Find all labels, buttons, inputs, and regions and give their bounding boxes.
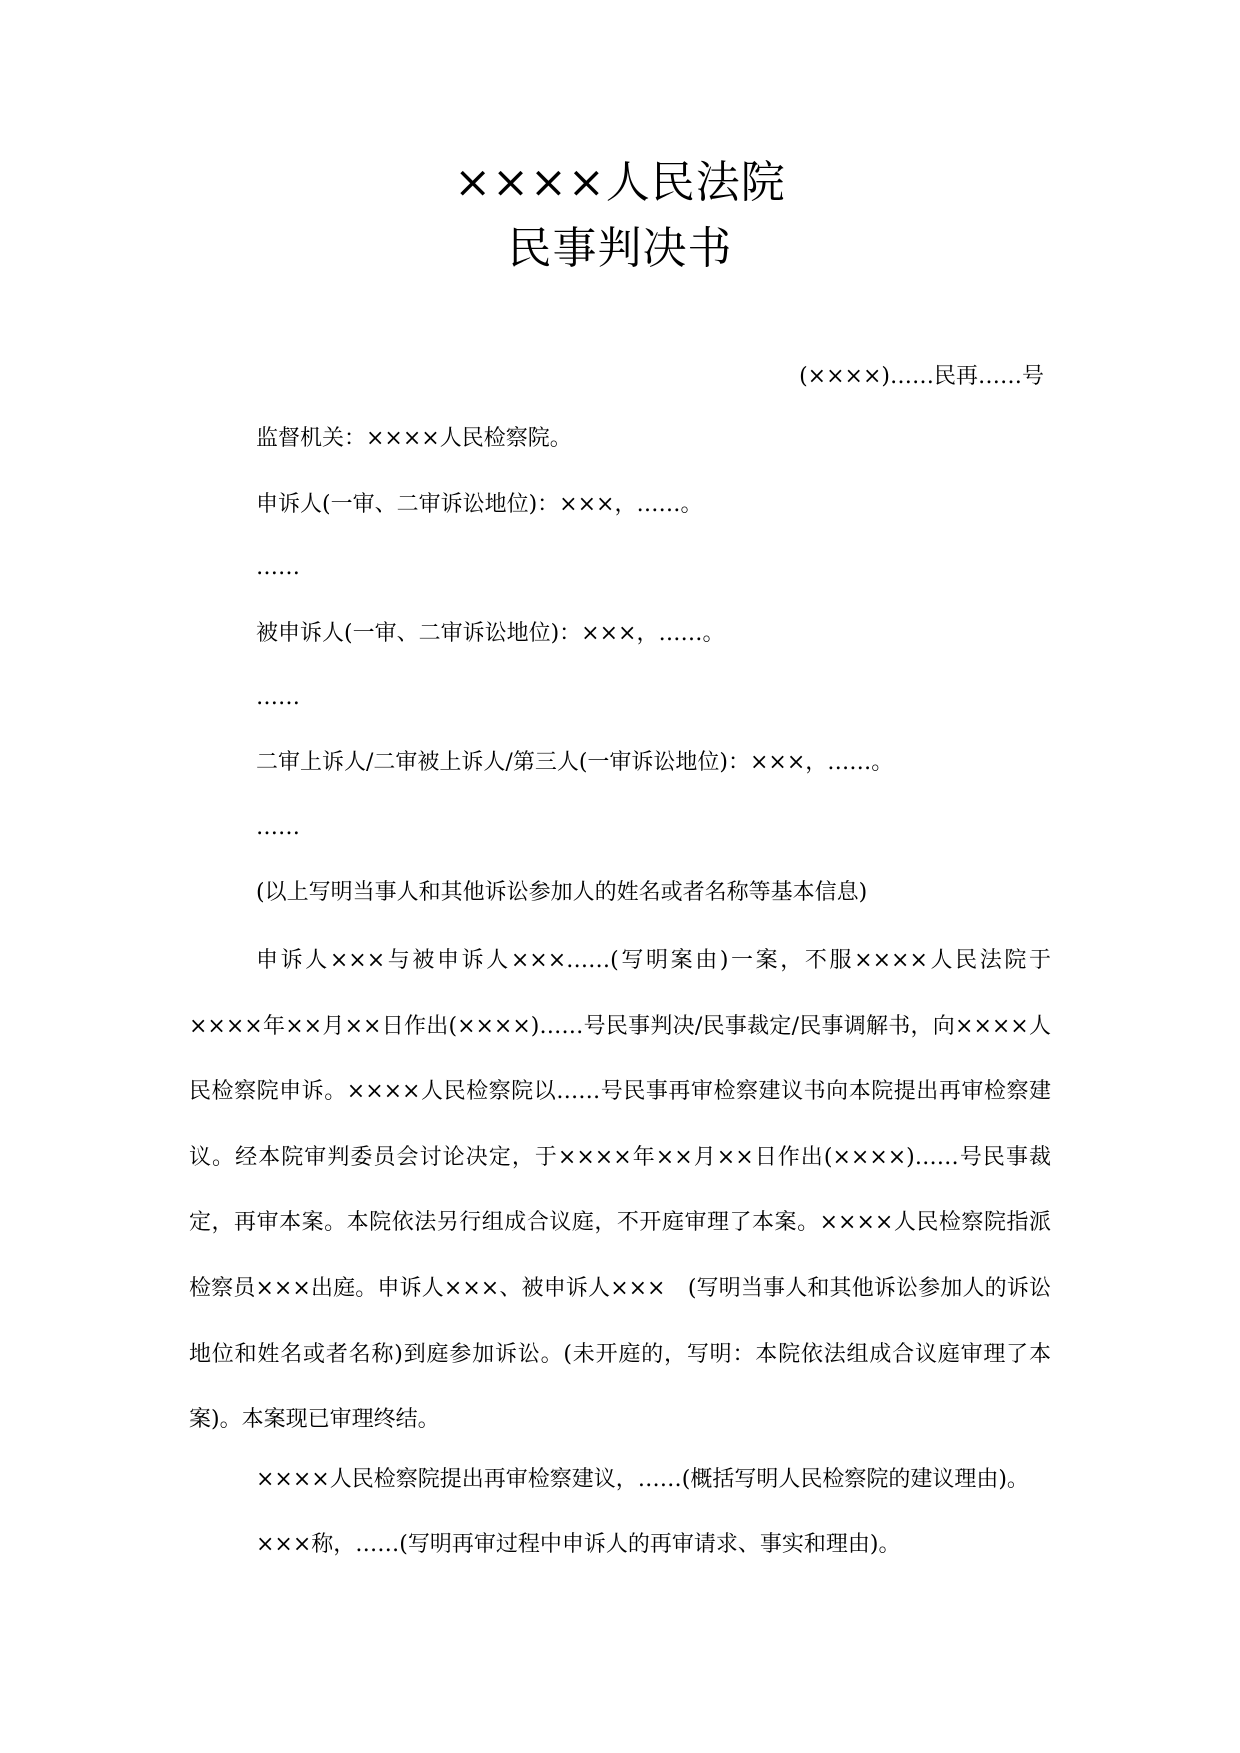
appellant-line: 申诉人(一审、二审诉讼地位)：×××，……。 xyxy=(256,492,703,517)
supervisor-line: 监督机关：××××人民检察院。 xyxy=(256,426,572,451)
parties-note-line: (以上写明当事人和其他诉讼参加人的姓名或者名称等基本信息) xyxy=(256,880,868,905)
court-name-title: ××××人民法院 xyxy=(454,157,786,208)
prosecutor-reason-line: ××××人民检察院提出再审检察建议，……(概括写明人民检察院的建议理由)。 xyxy=(256,1467,1029,1492)
procedure-paragraph: 申诉人×××与被申诉人×××……(写明案由)一案，不服××××人民法院于××××年××月××日作出(××××)……号民事判决/民事裁定/民事调解书，向××××人民检察院申诉。××××人民检察院以……号民事再审检察建议书向本院提出再审检察建议。经本院审判委员会讨论决定，于××××年××月××日作出(××××)……号民事裁定，再审本案。本院依法另行组成合议庭，不开庭审理了本案。××××人民检察院指派检察员×××出庭。申诉人×××、被申诉人××× (写明当事人和其他诉讼参加人的诉讼地位和姓名或者名称)到庭参加诉讼。(未开庭的，写明：本院依法组成合议庭审理了本案)。本案现已审理终结。 xyxy=(189,948,1051,1433)
ellipsis-line: …… xyxy=(256,555,300,580)
appellant-claim-line: ×××称，……(写明再审过程中申诉人的再审请求、事实和理由)。 xyxy=(256,1532,901,1557)
third-party-line: 二审上诉人/二审被上诉人/第三人(一审诉讼地位)：×××，……。 xyxy=(256,750,894,775)
ellipsis-line: …… xyxy=(256,815,300,840)
case-number: (××××)……民再……号 xyxy=(799,364,1044,389)
document-type-title: 民事判决书 xyxy=(507,223,733,274)
ellipsis-line: …… xyxy=(256,685,300,710)
respondent-line: 被申诉人(一审、二审诉讼地位)：×××，……。 xyxy=(256,621,725,646)
